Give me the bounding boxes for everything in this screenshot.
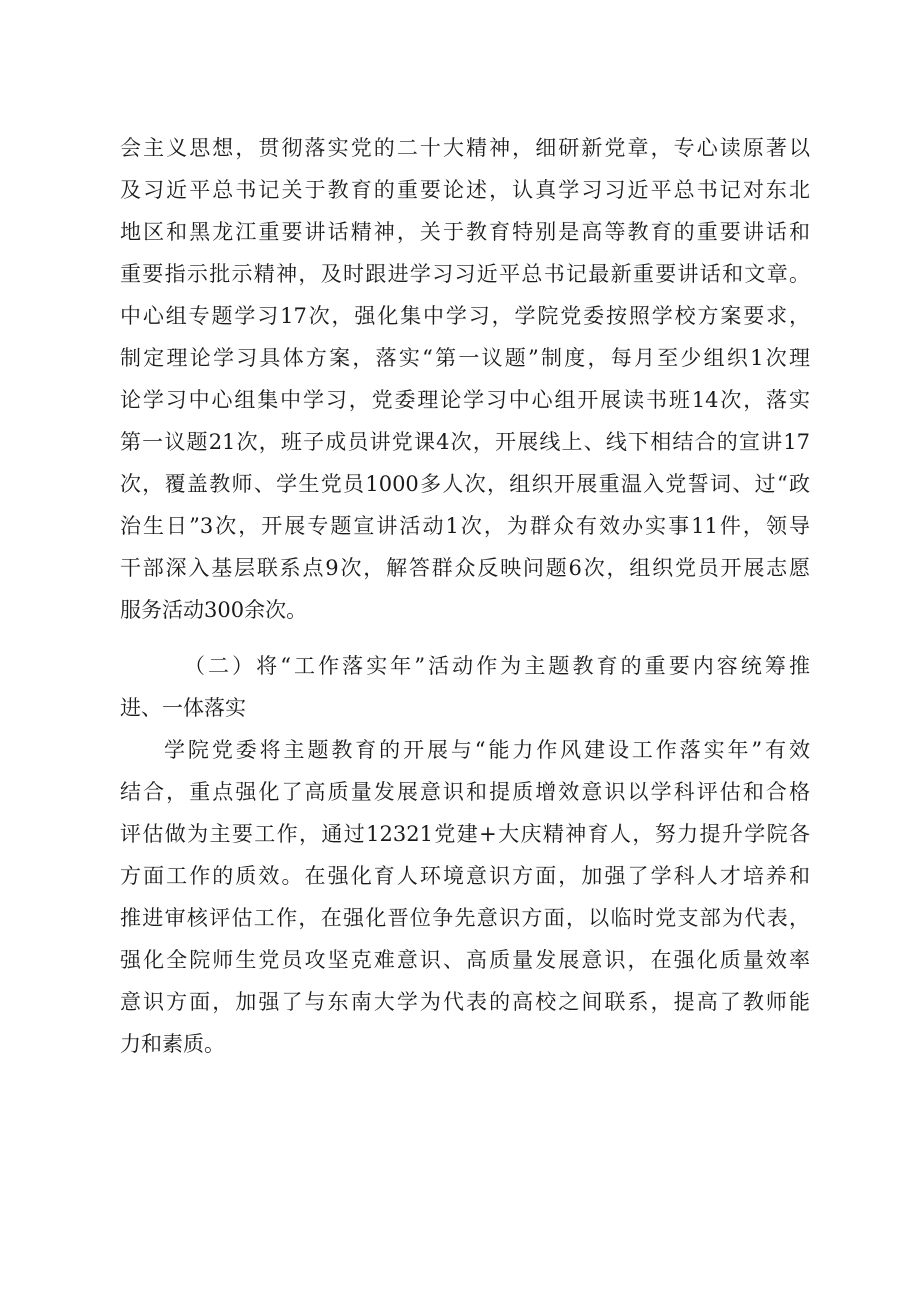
heading-line: （二）将“工作落实年”活动作为主题教育的重要内容统筹推 [184,654,810,678]
section-heading [120,645,810,729]
text-line: 制定理论学习具体方案，落实“第一议题”制度，每月至少组织1次理 [120,346,810,370]
text-line: 干部深入基层联系点9次，解答群众反映问题6次，组织党员开展志愿 [120,556,810,580]
text-line: 中心组专题学习17次，强化集中学习，学院党委按照学校方案要求， [120,304,810,328]
text-line: 地区和黑龙江重要讲话精神，关于教育特别是高等教育的重要讲话和 [120,220,810,244]
heading-line: 进、一体落实 [120,696,246,720]
paragraph-work-summary [120,127,810,631]
text-line: 会主义思想，贯彻落实党的二十大精神，细研新党章，专心读原著以 [120,136,810,160]
text-line: 治生日”3次，开展专题宣讲活动1次，为群众有效办实事11件，领导 [120,514,810,538]
text-line: 意识方面，加强了与东南大学为代表的高校之间联系，提高了教师能 [120,990,810,1014]
text-line: 推进审核评估工作，在强化晋位争先意识方面，以临时党支部为代表， [120,906,810,930]
text-line: 及习近平总书记关于教育的重要论述，认真学习习近平总书记对东北 [120,178,810,202]
text-line: 评估做为主要工作，通过12321党建+大庆精神育人，努力提升学院各 [120,822,810,846]
text-line: 服务活动300余次。 [120,598,308,622]
text-line: 次，覆盖教师、学生党员1000多人次，组织开展重温入党誓词、过“政 [120,472,810,496]
document-body [120,127,810,1065]
text-line: 论学习中心组集中学习，党委理论学习中心组开展读书班14次，落实 [120,388,810,412]
text-line: 结合，重点强化了高质量发展意识和提质增效意识以学科评估和合格 [120,780,810,804]
paragraph-gap [120,631,810,645]
text-line: 强化全院师生党员攻坚克难意识、高质量发展意识，在强化质量效率 [120,948,810,972]
text-line: 重要指示批示精神，及时跟进学习习近平总书记最新重要讲话和文章。 [120,262,810,286]
text-line: 方面工作的质效。在强化育人环境意识方面，加强了学科人才培养和 [120,864,810,888]
text-line: 学院党委将主题教育的开展与“能力作风建设工作落实年”有效 [164,738,810,762]
text-line: 第一议题21次，班子成员讲党课4次，开展线上、线下相结合的宣讲17 [120,430,810,454]
paragraph-implementation [120,729,810,1065]
text-line: 力和素质。 [120,1032,225,1056]
